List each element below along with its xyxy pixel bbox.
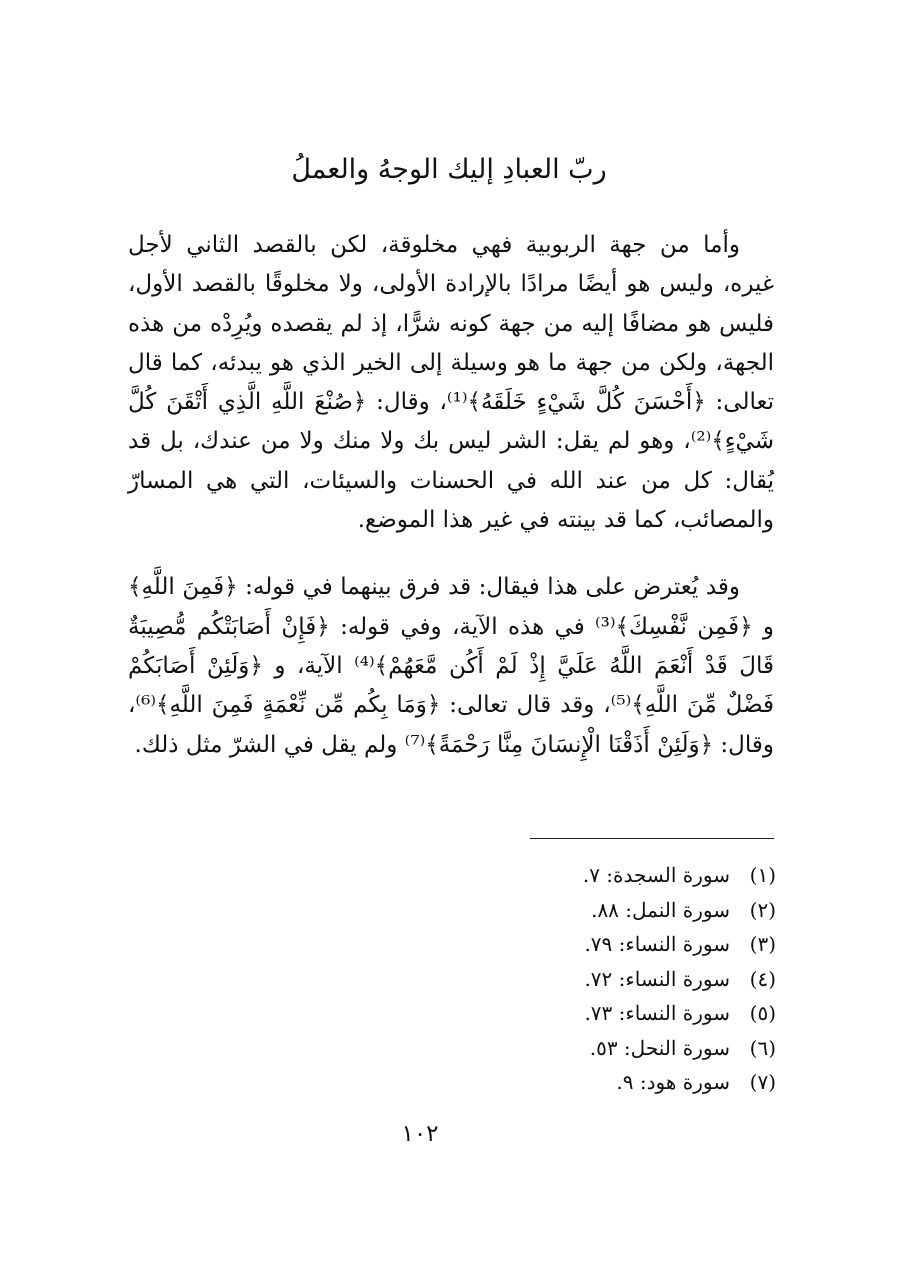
footnote-text: سورة النساء: ٧٩.: [584, 932, 730, 956]
paragraph-2: وقد يُعترض على هذا فيقال: قد فرق بينهما في قوله: ﴿فَمِنَ اللَّهِ﴾ و ﴿فَمِن نَّفْسِكَ﴾⁽³⁾ في هذه الآية، وفي قوله: ﴿فَإِنْ أَصَابَتْكُم مُّصِيبَةٌ قَالَ قَدْ أَنْعَمَ اللَّهُ عَلَيَّ إِذْ لَمْ أَكُن مَّعَهُمْ﴾⁽⁴⁾ الآية، و ﴿وَلَئِنْ أَصَابَكُمْ فَضْلٌ مِّنَ اللَّهِ﴾⁽⁵⁾، وقد قال تعالى: ﴿وَمَا بِكُم مِّن نِّعْمَةٍ فَمِنَ اللَّهِ﴾⁽⁶⁾، وقال: ﴿وَلَئِنْ أَذَقْنَا الْإِنسَانَ مِنَّا رَحْمَةً﴾⁽⁷⁾ ولم يقل في الشرّ مثل ذلك.: [128, 574, 775, 758]
running-head-title: ربّ العبادِ إليك الوجهُ والعملُ: [291, 154, 607, 185]
footnote-text: سورة النساء: ٧٣.: [584, 1001, 730, 1025]
footnote-text: سورة النمل: ٨٨.: [591, 897, 730, 922]
footnotes: [300, 858, 776, 1100]
footnote-item: [300, 1065, 776, 1100]
footnote-number: (٢): [749, 897, 776, 922]
footnote-item: [300, 962, 776, 997]
footnote-number: (٥): [749, 1001, 776, 1025]
footnote-text: سورة النحل: ٥٣.: [589, 1035, 730, 1060]
footnote-separator: [530, 838, 774, 839]
footnote-number: (٧): [749, 1070, 776, 1094]
footnote-number: (٦): [749, 1035, 776, 1060]
footnote-text: سورة هود: ٩.: [616, 1070, 730, 1094]
main-text: [128, 226, 774, 765]
footnote-number: (٣): [749, 932, 776, 956]
paragraph-1: وأما من جهة الربوبية فهي مخلوقة، لكن بالقصد الثاني لأجل غيره، وليس هو أيضًا مرادًا بالإرادة الأولى، ولا مخلوقًا بالقصد الأول، فليس هو مضافًا إليه من جهة كونه شرًّا، إذ لم يقصده ويُرِدْه من هذه الجهة، ولكن من جهة ما هو وسيلة إلى الخير الذي هو يبدئه، كما قال تعالى: ﴿أَحْسَنَ كُلَّ شَيْءٍ خَلَقَهُ﴾⁽¹⁾، وقال: ﴿صُنْعَ اللَّهِ الَّذِي أَتْقَنَ كُلَّ شَيْءٍ﴾⁽²⁾، وهو لم يقل: الشر ليس بك ولا منك ولا من عندك، بل قد يُقال: كل من عند الله في الحسنات والسيئات، التي هي المسارّ والمصائب، كما قد بينته في غير هذا الموضع.: [128, 232, 774, 534]
footnote-item: [300, 1031, 776, 1066]
footnote-item: [300, 927, 776, 962]
footnote-text: سورة النساء: ٧٢.: [584, 966, 730, 991]
footnote-number: (١): [749, 863, 776, 887]
footnote-text: سورة السجدة: ٧.: [582, 863, 730, 887]
page-number: ١٠٢: [401, 1121, 439, 1147]
footnote-item: [300, 893, 776, 928]
footnote-number: (٤): [749, 966, 776, 991]
footnote-item: [300, 858, 776, 893]
footnote-item: [300, 996, 776, 1031]
